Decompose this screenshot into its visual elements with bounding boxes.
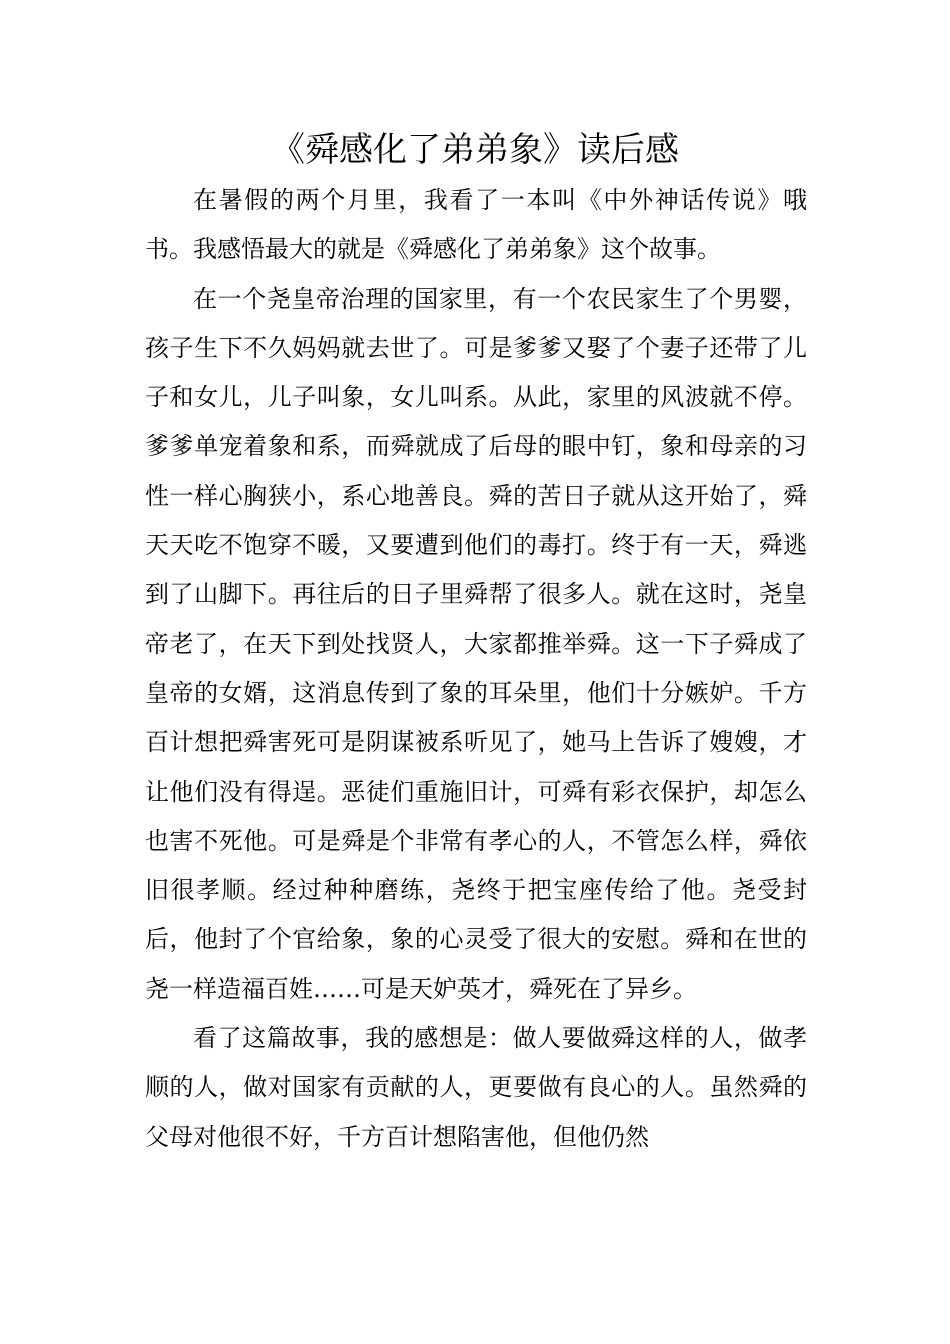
paragraph-story: 在一个尧皇帝治理的国家里，有一个农民家生了个男婴，孩子生下不久妈妈就去世了。可是爹爹又娶了个妻子还带了儿子和女儿，儿子叫象，女儿叫系。从此，家里的风波就不停。爹爹单宠着象和系，而舜就成了后母的眼中钉，象和母亲的习性一样心胸狭小，系心地善良。舜的苦日子就从这开始了，舜天天吃不饱穿不暖，又要遭到他们的毒打。终于有一天，舜逃到了山脚下。再往后的日子里舜帮了很多人。就在这时，尧皇帝老了，在天下到处找贤人，大家都推举舜。这一下子舜成了皇帝的女婿，这消息传到了象的耳朵里，他们十分嫉妒。千方百计想把舜害死可是阴谋被系听见了，她马上告诉了嫂嫂，才让他们没有得逞。恶徒们重施旧计，可舜有彩衣保护，却怎么也害不死他。可是舜是个非常有孝心的人，不管怎么样，舜依旧很孝顺。经过种种磨练，尧终于把宝座传给了他。尧受封后，他封了个官给象，象的心灵受了很大的安慰。舜和在世的尧一样造福百姓……可是天妒英才，舜死在了异乡。 [145,284,807,1003]
document-title: 《舜感化了弟弟象》读后感 [271,130,679,170]
document-body [145,176,807,1162]
paragraph-reflection: 看了这篇故事，我的感想是：做人要做舜这样的人，做孝顺的人，做对国家有贡献的人，更要做有良心的人。虽然舜的父母对他很不好，千方百计想陷害他，但他仍然 [145,1024,807,1151]
paragraph-intro: 在暑假的两个月里，我看了一本叫《中外神话传说》哦书。我感悟最大的就是《舜感化了弟弟象》这个故事。 [145,186,807,264]
